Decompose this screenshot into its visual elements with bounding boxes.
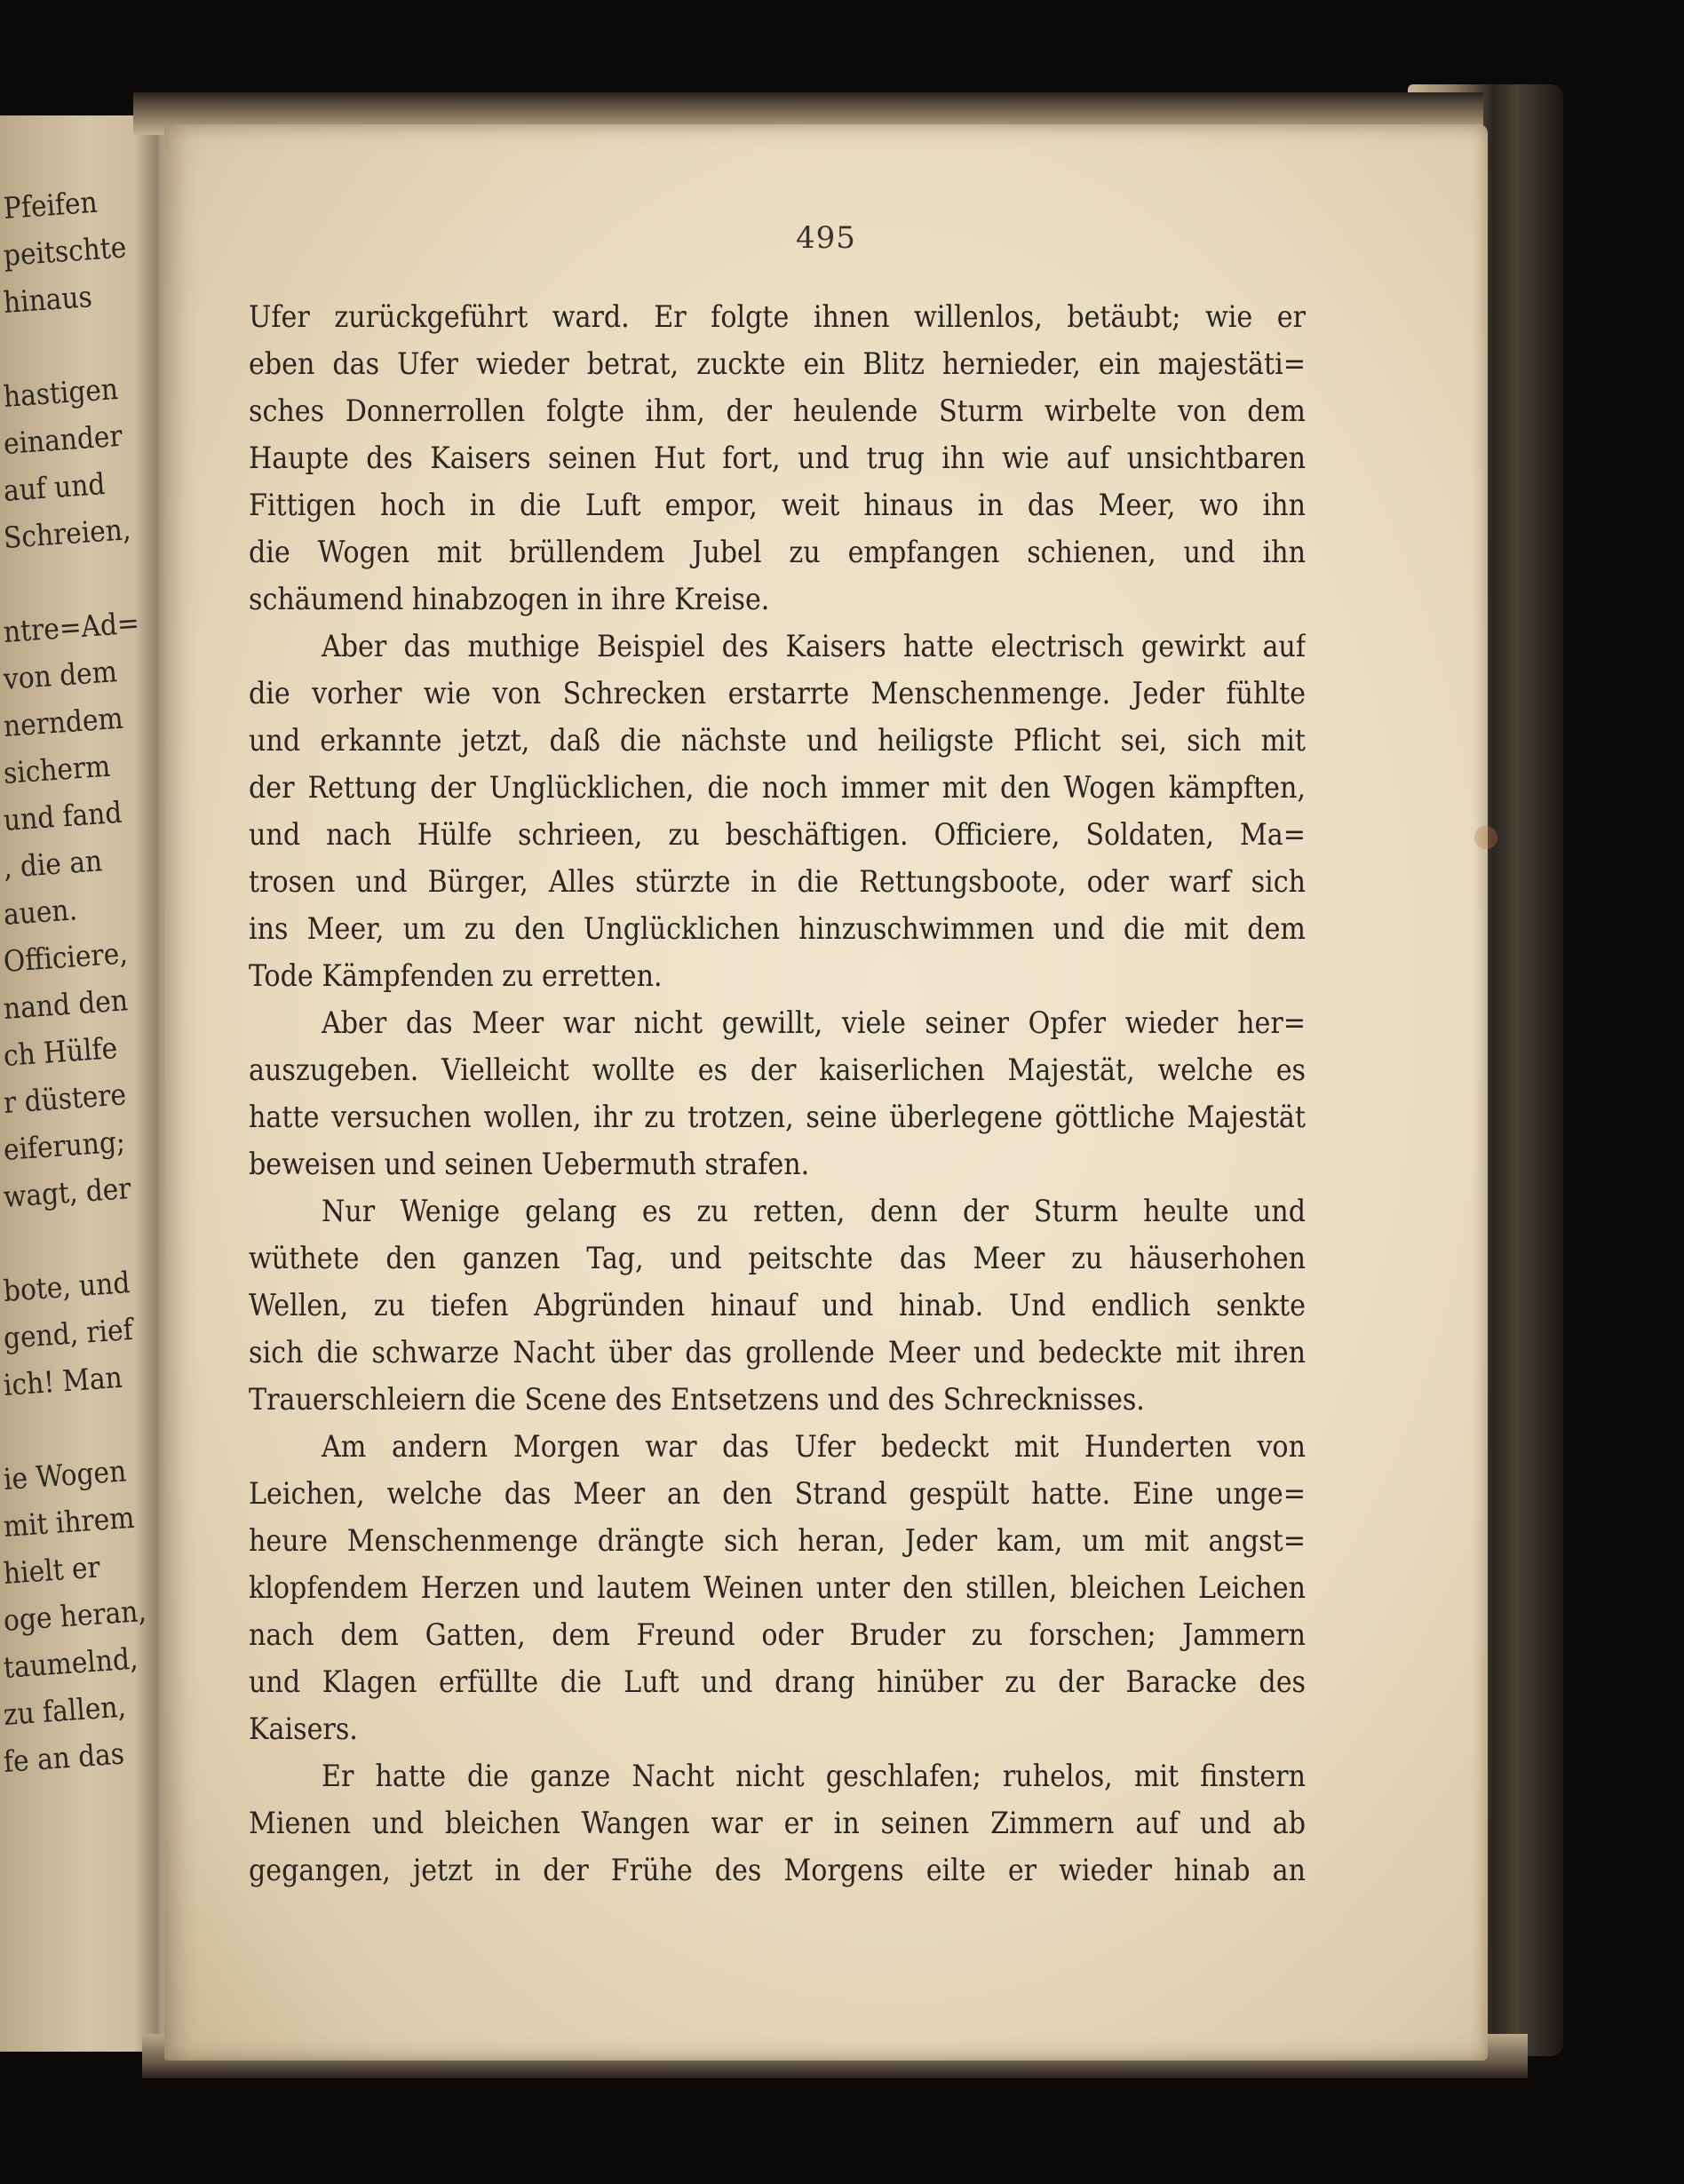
text-line: und Klagen erfüllte die Luft und drang hinüber zu der Baracke des <box>249 1664 1306 1699</box>
facing-page-fragment: sicherm <box>2 748 112 790</box>
facing-page-fragment: wagt, der <box>2 1171 132 1214</box>
facing-page-fragment: ie Wogen <box>2 1453 128 1497</box>
text-line: wüthete den ganzen Tag, und peitschte das Meer zu häuserhohen <box>249 1241 1306 1275</box>
facing-page-fragment: Pfeifen <box>2 184 99 226</box>
facing-page-fragment: ch Hülfe <box>2 1030 119 1073</box>
text-line: Aber das muthige Beispiel des Kaisers hatte electrisch gewirkt auf <box>322 629 1306 663</box>
text-line: Fittigen hoch in die Luft empor, weit hinaus in das Meer, wo ihn <box>249 488 1306 522</box>
text-line: Nur Wenige gelang es zu retten, denn der Sturm heulte und <box>322 1194 1306 1228</box>
facing-page-fragment: gend, rief <box>2 1311 134 1355</box>
page-text <box>249 293 1306 1894</box>
text-line: Leichen, welche das Meer an den Strand gespült hatte. Eine unge= <box>249 1476 1306 1511</box>
text-line: und nach Hülfe schrieen, zu beschäftigen. Officiere, Soldaten, Ma= <box>249 817 1306 852</box>
facing-page-fragment: von dem <box>2 654 118 696</box>
text-line: sich die schwarze Nacht über das grollende Meer und bedeckte mit ihren <box>249 1335 1306 1370</box>
text-line: Trauerschleiern die Scene des Entsetzens und des Schrecknisses. <box>249 1382 1145 1417</box>
text-line: eben das Ufer wieder betrat, zuckte ein Blitz hernieder, ein majestäti= <box>249 346 1306 381</box>
book-page <box>164 124 1488 2061</box>
facing-page-fragment: Officiere, <box>2 935 129 979</box>
text-line: heure Menschenmenge drängte sich heran, Jeder kam, um mit angst= <box>249 1523 1306 1558</box>
facing-page-fragment: einander <box>2 417 123 461</box>
text-line: nach dem Gatten, dem Freund oder Bruder zu forschen; Jammern <box>249 1617 1306 1652</box>
page-number: 495 <box>796 220 856 256</box>
text-line: beweisen und seinen Uebermuth strafen. <box>249 1147 810 1181</box>
text-line: die Wogen mit brüllendem Jubel zu empfangen schienen, und ihn <box>249 535 1306 569</box>
text-line: Haupte des Kaisers seinen Hut fort, und trug ihn wie auf unsichtbaren <box>249 441 1306 475</box>
facing-page-fragment: Schreien, <box>2 512 132 555</box>
text-line: auszugeben. Vielleicht wollte es der kaiserlichen Majestät, welche es <box>249 1052 1306 1087</box>
text-line: gegangen, jetzt in der Frühe des Morgens eilte er wieder hinab an <box>249 1853 1306 1887</box>
facing-page-fragment: oge heran, <box>2 1592 147 1638</box>
text-line: sches Donnerrollen folgte ihm, der heulende Sturm wirbelte von dem <box>249 393 1306 428</box>
facing-page-fragment: und fand <box>2 794 123 838</box>
facing-page-fragment: eiferung; <box>2 1124 127 1167</box>
facing-page-fragment: , die an <box>2 843 104 885</box>
text-line: Am andern Morgen war das Ufer bedeckt mit Hunderten von <box>322 1429 1306 1464</box>
text-line: Wellen, zu tiefen Abgründen hinauf und hinab. Und endlich senkte <box>249 1288 1306 1322</box>
facing-page-fragment: nand den <box>2 982 130 1026</box>
text-line: klopfendem Herzen und lautem Weinen unter den stillen, bleichen Leichen <box>249 1570 1306 1605</box>
facing-page-fragment: auf und <box>2 466 107 508</box>
text-line: die vorher wie von Schrecken erstarrte Menschenmenge. Jeder fühlte <box>249 676 1306 711</box>
facing-page-fragment: mit ihrem <box>2 1499 136 1544</box>
facing-page-fragment: taumelnd, <box>2 1640 139 1685</box>
facing-page-fragment: hinaus <box>2 279 93 320</box>
facing-page-fragment: ich! Man <box>2 1359 123 1402</box>
facing-page-fragment: hielt er <box>2 1549 101 1591</box>
facing-page-fragment: zu fallen, <box>2 1688 128 1732</box>
text-line: Er hatte die ganze Nacht nicht geschlafen; ruhelos, mit finstern <box>322 1759 1306 1793</box>
text-line: trosen und Bürger, Alles stürzte in die Rettungsboote, oder warf sich <box>249 864 1306 899</box>
text-line: Tode Kämpfenden zu erretten. <box>249 958 663 993</box>
facing-page-fragment: auen. <box>2 892 79 932</box>
facing-page-fragment: peitschte <box>2 229 128 273</box>
text-line: der Rettung der Unglücklichen, die noch immer mit den Wogen kämpften, <box>249 770 1306 805</box>
text-line: Kaisers. <box>249 1711 358 1746</box>
text-line: schäumend hinabzogen in ihre Kreise. <box>249 582 770 616</box>
text-line: Aber das Meer war nicht gewillt, viele seiner Opfer wieder her= <box>322 1005 1306 1040</box>
facing-page-fragment: fe an das <box>2 1735 126 1779</box>
facing-page-fragment: ntre=Ad= <box>2 605 141 649</box>
facing-page-fragment: r düstere <box>2 1076 128 1120</box>
facing-page-fragment: nerndem <box>2 700 124 743</box>
page-stain <box>1474 826 1497 849</box>
text-line: Ufer zurückgeführt ward. Er folgte ihnen willenlos, betäubt; wie er <box>249 299 1306 334</box>
text-line: und erkannte jetzt, daß die nächste und heiligste Pflicht sei, sich mit <box>249 723 1306 758</box>
text-line: ins Meer, um zu den Unglücklichen hinzuschwimmen und die mit dem <box>249 911 1306 946</box>
facing-page-fragment: hastigen <box>2 371 120 414</box>
text-line: Mienen und bleichen Wangen war er in seinen Zimmern auf und ab <box>249 1806 1306 1840</box>
facing-page-fragment: bote, und <box>2 1265 131 1308</box>
text-line: hatte versuchen wollen, ihr zu trotzen, seine überlegene göttliche Majestät <box>249 1100 1306 1134</box>
facing-page <box>0 115 158 2052</box>
